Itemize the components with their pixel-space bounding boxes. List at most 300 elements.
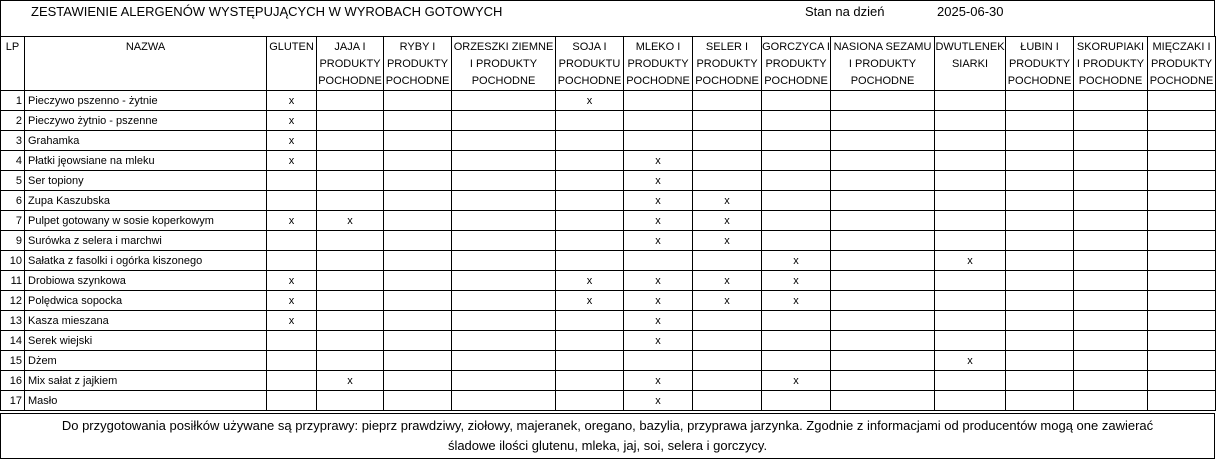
allergen-cell — [556, 131, 624, 151]
allergen-cell — [935, 331, 1006, 351]
column-header-line: NASIONA SEZAMU — [833, 41, 932, 53]
allergen-cell — [317, 311, 384, 331]
column-header — [1, 37, 25, 91]
allergen-cell — [384, 211, 452, 231]
allergen-cell — [762, 131, 831, 151]
row-number: 5 — [1, 171, 25, 191]
allergen-cell — [762, 391, 831, 411]
allergen-cell: x — [624, 211, 693, 231]
allergen-cell — [831, 391, 935, 411]
allergen-cell: x — [624, 311, 693, 331]
row-number: 10 — [1, 251, 25, 271]
table-row — [1, 151, 1216, 171]
column-header-line: PRODUKTU — [558, 58, 621, 70]
allergen-cell — [1074, 311, 1148, 331]
allergen-cell — [267, 251, 317, 271]
allergen-cell — [1006, 271, 1074, 291]
column-header-line: PRODUKTY — [696, 58, 758, 70]
column-header — [317, 37, 384, 91]
column-header-line: PRODUKTY — [627, 58, 689, 70]
allergen-cell — [1006, 111, 1074, 131]
allergen-cell — [693, 371, 762, 391]
allergen-cell: x — [935, 351, 1006, 371]
allergen-cell — [556, 211, 624, 231]
allergen-cell — [1148, 91, 1216, 111]
allergen-cell: x — [267, 111, 317, 131]
allergen-cell — [1148, 391, 1216, 411]
column-header-line: MLEKO I — [635, 41, 681, 53]
column-header-line: I PRODUKTY — [848, 58, 917, 70]
allergen-cell — [624, 251, 693, 271]
allergen-cell — [452, 251, 556, 271]
allergen-cell — [831, 191, 935, 211]
allergen-cell — [1006, 151, 1074, 171]
allergen-cell: x — [762, 291, 831, 311]
allergen-cell — [693, 171, 762, 191]
column-header-line: I PRODUKTY — [469, 58, 538, 70]
allergen-cell — [267, 371, 317, 391]
row-number: 1 — [1, 91, 25, 111]
column-header — [693, 37, 762, 91]
row-number: 7 — [1, 211, 25, 231]
allergen-cell — [1148, 371, 1216, 391]
column-header-line: GLUTEN — [269, 41, 314, 53]
allergen-cell — [384, 231, 452, 251]
allergen-cell — [624, 351, 693, 371]
allergen-cell — [1074, 111, 1148, 131]
allergen-cell — [556, 151, 624, 171]
product-name: Surówka z selera i marchwi — [25, 231, 267, 251]
allergen-cell — [935, 171, 1006, 191]
allergen-cell — [556, 331, 624, 351]
allergen-cell — [935, 151, 1006, 171]
allergen-cell — [935, 371, 1006, 391]
allergen-cell: x — [624, 191, 693, 211]
allergen-cell — [452, 351, 556, 371]
column-header-line: POCHODNE — [626, 75, 690, 87]
allergen-cell — [556, 251, 624, 271]
product-name: Polędwica sopocka — [25, 291, 267, 311]
allergen-cell — [1074, 191, 1148, 211]
allergen-cell — [267, 391, 317, 411]
product-name: Pieczywo żytnio - pszenne — [25, 111, 267, 131]
allergen-cell — [556, 311, 624, 331]
allergen-cell — [556, 231, 624, 251]
sheet-header — [0, 0, 1215, 36]
allergen-cell — [556, 391, 624, 411]
row-number: 11 — [1, 271, 25, 291]
allergen-cell — [1074, 131, 1148, 151]
allergen-cell: x — [693, 191, 762, 211]
allergen-cell — [693, 151, 762, 171]
allergen-cell — [762, 351, 831, 371]
allergen-cell — [384, 351, 452, 371]
sheet-title: ZESTAWIENIE ALERGENÓW WYSTĘPUJĄCYCH W WYROBACH GOTOWYCH — [31, 4, 503, 19]
product-name: Serek wiejski — [25, 331, 267, 351]
allergen-cell — [556, 171, 624, 191]
column-header-line: POCHODNE — [1078, 75, 1143, 87]
allergen-cell — [1006, 311, 1074, 331]
allergen-cell — [1074, 351, 1148, 371]
allergen-cell — [267, 331, 317, 351]
allergen-cell — [317, 391, 384, 411]
allergen-cell: x — [267, 311, 317, 331]
allergen-cell — [935, 191, 1006, 211]
allergen-cell — [831, 371, 935, 391]
allergen-cell — [452, 291, 556, 311]
spices-note-line-1: Do przygotowania posiłków używane są przyprawy: pieprz prawdziwy, ziołowy, majeranek, oregano, bazylia, przyprawa jarzynka. Zgodnie z informacjami od producentów mogą one zawierać — [61, 418, 1154, 433]
allergen-cell — [693, 391, 762, 411]
allergen-cell — [762, 151, 831, 171]
allergen-cell — [384, 371, 452, 391]
row-number: 3 — [1, 131, 25, 151]
allergen-cell — [935, 91, 1006, 111]
allergen-cell — [831, 91, 935, 111]
column-header — [384, 37, 452, 91]
table-row — [1, 231, 1216, 251]
allergen-cell — [1074, 151, 1148, 171]
allergen-cell — [935, 291, 1006, 311]
allergen-cell — [1074, 291, 1148, 311]
column-header-line: GORCZYCA I — [762, 41, 830, 53]
allergen-cell — [1074, 211, 1148, 231]
allergen-cell — [1006, 91, 1074, 111]
table-row — [1, 271, 1216, 291]
allergen-cell: x — [693, 231, 762, 251]
allergen-cell — [452, 171, 556, 191]
allergen-cell — [384, 271, 452, 291]
allergen-cell — [1148, 211, 1216, 231]
allergen-cell — [831, 231, 935, 251]
column-header-line: I PRODUKTY — [1076, 58, 1145, 70]
allergen-cell: x — [556, 291, 624, 311]
table-row — [1, 191, 1216, 211]
row-number: 17 — [1, 391, 25, 411]
allergen-cell — [935, 391, 1006, 411]
allergen-cell — [831, 211, 935, 231]
allergen-cell — [1006, 231, 1074, 251]
allergen-cell: x — [935, 251, 1006, 271]
allergen-cell — [831, 111, 935, 131]
allergen-cell — [1006, 371, 1074, 391]
row-number: 12 — [1, 291, 25, 311]
column-header — [935, 37, 1006, 91]
table-row — [1, 311, 1216, 331]
allergen-cell — [762, 111, 831, 131]
column-header-line: SOJA I — [572, 41, 607, 53]
allergen-cell — [1074, 391, 1148, 411]
allergen-cell — [317, 191, 384, 211]
allergen-cell — [1006, 131, 1074, 151]
allergen-cell — [317, 91, 384, 111]
column-header-line: POCHODNE — [385, 75, 450, 87]
allergen-cell — [1148, 351, 1216, 371]
product-name: Zupa Kaszubska — [25, 191, 267, 211]
allergen-cell — [935, 271, 1006, 291]
column-header-line: POCHODNE — [1149, 75, 1214, 87]
allergen-cell — [831, 131, 935, 151]
allergen-cell — [384, 171, 452, 191]
allergen-cell — [384, 291, 452, 311]
allergen-cell — [317, 131, 384, 151]
allergen-cell — [452, 391, 556, 411]
allergen-cell — [267, 171, 317, 191]
allergen-cell — [762, 231, 831, 251]
allergen-cell: x — [267, 131, 317, 151]
column-header-line: POCHODNE — [764, 75, 828, 87]
allergen-cell — [693, 251, 762, 271]
allergen-cell — [831, 351, 935, 371]
allergen-cell — [831, 271, 935, 291]
product-name: Pieczywo pszenno - żytnie — [25, 91, 267, 111]
table-row — [1, 211, 1216, 231]
allergen-cell — [693, 331, 762, 351]
allergen-cell — [624, 111, 693, 131]
allergen-cell — [384, 91, 452, 111]
allergen-cell — [831, 171, 935, 191]
allergen-cell: x — [267, 91, 317, 111]
product-name: Drobiowa szynkowa — [25, 271, 267, 291]
allergen-cell — [762, 211, 831, 231]
allergen-cell: x — [693, 291, 762, 311]
date-value: 2025-06-30 — [937, 4, 1004, 19]
column-header-line: POCHODNE — [695, 75, 759, 87]
column-header-line: MIĘCZAKI I — [1152, 41, 1211, 53]
allergen-cell — [1074, 91, 1148, 111]
allergen-cell: x — [624, 331, 693, 351]
allergen-cell — [1148, 291, 1216, 311]
allergen-cell — [831, 291, 935, 311]
allergen-cell — [1148, 311, 1216, 331]
allergen-cell — [1148, 111, 1216, 131]
product-name: Mix sałat z jajkiem — [25, 371, 267, 391]
allergen-cell — [1006, 391, 1074, 411]
allergen-cell — [317, 151, 384, 171]
allergen-cell — [935, 131, 1006, 151]
allergen-cell — [556, 371, 624, 391]
allergen-cell — [935, 311, 1006, 331]
table-row — [1, 171, 1216, 191]
allergen-cell — [384, 251, 452, 271]
allergen-cell — [267, 231, 317, 251]
allergen-cell: x — [267, 151, 317, 171]
allergen-cell — [693, 131, 762, 151]
column-header-line: PRODUKTY — [765, 58, 827, 70]
allergen-table — [0, 36, 1216, 411]
table-row — [1, 331, 1216, 351]
allergen-cell — [317, 111, 384, 131]
allergen-cell: x — [556, 271, 624, 291]
column-header-line: PRODUKTY — [1150, 58, 1213, 70]
column-header — [556, 37, 624, 91]
allergen-cell — [1006, 191, 1074, 211]
column-header — [831, 37, 935, 91]
allergen-cell: x — [317, 371, 384, 391]
product-name: Płatki jęowsiane na mleku — [25, 151, 267, 171]
allergen-cell — [452, 331, 556, 351]
spices-note-line-2: śladowe ilości glutenu, mleka, jaj, soi, selera i gorczycy. — [447, 438, 768, 453]
allergen-cell — [831, 311, 935, 331]
allergen-cell — [317, 271, 384, 291]
allergen-cell — [1006, 251, 1074, 271]
row-number: 6 — [1, 191, 25, 211]
spices-note — [0, 413, 1215, 459]
allergen-cell — [452, 211, 556, 231]
product-name: Dżem — [25, 351, 267, 371]
allergen-cell — [556, 111, 624, 131]
allergen-cell — [693, 351, 762, 371]
allergen-cell: x — [762, 251, 831, 271]
row-number: 4 — [1, 151, 25, 171]
column-header-line: RYBY I — [399, 41, 436, 53]
allergen-cell — [831, 331, 935, 351]
column-header-line: POCHODNE — [557, 75, 622, 87]
allergen-cell — [452, 191, 556, 211]
allergen-cell: x — [317, 211, 384, 231]
column-header-line: LP — [5, 41, 20, 53]
allergen-cell — [452, 151, 556, 171]
allergen-cell: x — [624, 151, 693, 171]
allergen-cell — [1148, 331, 1216, 351]
column-header-line: POCHODNE — [471, 75, 536, 87]
date-label: Stan na dzień — [805, 4, 885, 19]
allergen-cell: x — [762, 271, 831, 291]
allergen-cell — [831, 151, 935, 171]
allergen-cell — [935, 111, 1006, 131]
product-name: Masło — [25, 391, 267, 411]
column-header-line: PRODUKTY — [386, 58, 449, 70]
allergen-cell — [1074, 171, 1148, 191]
table-row — [1, 91, 1216, 111]
column-header-line: JAJA I — [334, 41, 366, 53]
allergen-cell — [452, 91, 556, 111]
column-header-line: PRODUKTY — [1008, 58, 1071, 70]
allergen-cell — [1074, 231, 1148, 251]
allergen-cell — [762, 191, 831, 211]
allergen-cell: x — [267, 211, 317, 231]
allergen-cell — [384, 391, 452, 411]
table-row — [1, 371, 1216, 391]
allergen-cell: x — [762, 371, 831, 391]
allergen-cell — [935, 231, 1006, 251]
allergen-cell — [762, 171, 831, 191]
row-number: 13 — [1, 311, 25, 331]
allergen-cell — [1006, 171, 1074, 191]
table-body — [1, 91, 1216, 411]
allergen-cell — [267, 191, 317, 211]
table-row — [1, 111, 1216, 131]
allergen-cell — [762, 331, 831, 351]
allergen-cell: x — [624, 271, 693, 291]
allergen-cell — [1148, 191, 1216, 211]
allergen-cell — [1148, 271, 1216, 291]
product-name: Grahamka — [25, 131, 267, 151]
allergen-cell — [267, 351, 317, 371]
allergen-cell — [1148, 171, 1216, 191]
allergen-cell — [1006, 331, 1074, 351]
allergen-cell — [935, 211, 1006, 231]
allergen-cell — [624, 131, 693, 151]
allergen-cell — [1148, 151, 1216, 171]
table-header-row — [1, 37, 1216, 91]
column-header-line: ORZESZKI ZIEMNE — [453, 41, 554, 53]
column-header — [1006, 37, 1074, 91]
table-row — [1, 251, 1216, 271]
allergen-cell — [624, 91, 693, 111]
allergen-cell — [1074, 251, 1148, 271]
allergen-cell — [1148, 251, 1216, 271]
allergen-cell: x — [624, 291, 693, 311]
column-header-line: POCHODNE — [318, 75, 382, 87]
column-header-line: PRODUKTY — [319, 58, 381, 70]
table-row — [1, 291, 1216, 311]
allergen-cell: x — [624, 231, 693, 251]
row-number: 9 — [1, 231, 25, 251]
allergen-cell — [556, 351, 624, 371]
allergen-cell: x — [693, 211, 762, 231]
allergen-cell — [693, 111, 762, 131]
column-header — [624, 37, 693, 91]
allergen-cell: x — [624, 391, 693, 411]
allergen-cell — [693, 91, 762, 111]
allergen-cell — [452, 311, 556, 331]
allergen-cell — [452, 111, 556, 131]
column-header-line: DWUTLENEK — [935, 41, 1005, 53]
product-name: Ser topiony — [25, 171, 267, 191]
column-header-line: POCHODNE — [1007, 75, 1072, 87]
allergen-cell — [452, 371, 556, 391]
allergen-cell — [317, 291, 384, 311]
column-header — [267, 37, 317, 91]
allergen-cell — [693, 311, 762, 331]
allergen-cell — [831, 251, 935, 271]
column-header-line: SKORUPIAKI — [1076, 41, 1145, 53]
allergen-cell — [762, 91, 831, 111]
table-row — [1, 131, 1216, 151]
table-row — [1, 351, 1216, 371]
allergen-cell — [384, 331, 452, 351]
column-header-line: ŁUBIN I — [1020, 41, 1059, 53]
allergen-cell — [1148, 131, 1216, 151]
column-header-line: POCHODNE — [850, 75, 915, 87]
allergen-cell — [384, 311, 452, 331]
allergen-cell: x — [624, 171, 693, 191]
column-header — [25, 37, 267, 91]
column-header-line: SELER I — [705, 41, 749, 53]
allergen-cell: x — [693, 271, 762, 291]
allergen-cell — [556, 191, 624, 211]
column-header — [1148, 37, 1216, 91]
allergen-cell — [1074, 331, 1148, 351]
row-number: 2 — [1, 111, 25, 131]
allergen-cell — [1006, 291, 1074, 311]
column-header — [762, 37, 831, 91]
column-header-line: SIARKI — [951, 58, 989, 70]
allergen-cell — [1148, 231, 1216, 251]
allergen-cell — [384, 191, 452, 211]
allergen-cell — [384, 131, 452, 151]
allergen-cell — [762, 311, 831, 331]
allergen-cell — [452, 231, 556, 251]
allergen-cell — [384, 111, 452, 131]
allergen-cell — [317, 331, 384, 351]
row-number: 14 — [1, 331, 25, 351]
product-name: Sałatka z fasolki i ogórka kiszonego — [25, 251, 267, 271]
table-row — [1, 391, 1216, 411]
column-header — [452, 37, 556, 91]
product-name: Pulpet gotowany w sosie koperkowym — [25, 211, 267, 231]
allergen-cell — [1074, 371, 1148, 391]
